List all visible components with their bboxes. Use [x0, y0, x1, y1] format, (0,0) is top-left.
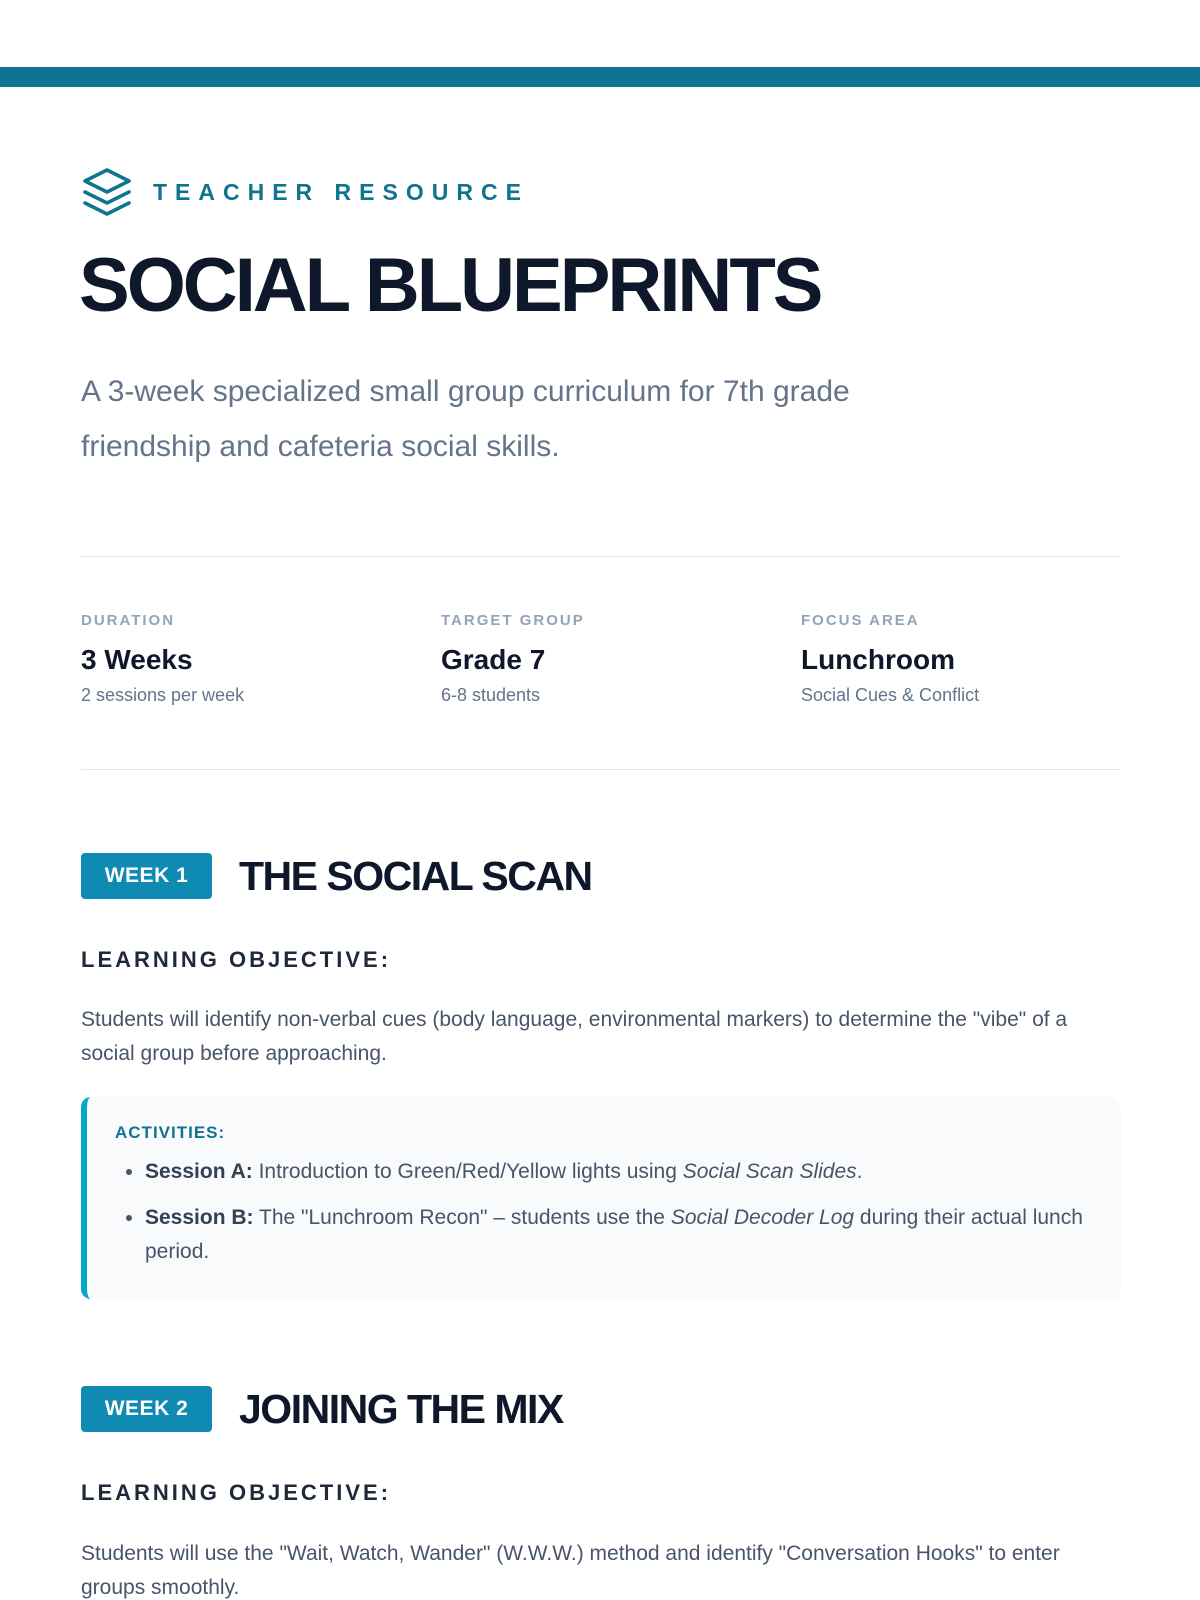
- week-2-header: [81, 1385, 563, 1433]
- stat-note: 6-8 students: [441, 685, 541, 705]
- objective-label: LEARNING OBJECTIVE:: [81, 1480, 392, 1505]
- stat-target-group: [441, 611, 761, 707]
- stat-label: FOCUS AREA: [801, 612, 920, 629]
- session-text: The "Lunchroom Recon" – students use the: [253, 1206, 671, 1229]
- session-text: during their actual lunch period.: [145, 1206, 1083, 1263]
- stat-duration: [81, 611, 401, 707]
- stat-note: Social Cues & Conflict: [801, 685, 980, 705]
- week-title: JOINING THE MIX: [239, 1385, 563, 1432]
- stat-value: Grade 7: [441, 644, 546, 675]
- week-title: THE SOCIAL SCAN: [239, 852, 592, 899]
- list-item: [145, 1155, 1087, 1189]
- stat-focus-area: [801, 611, 1121, 707]
- stat-label: DURATION: [81, 612, 176, 629]
- activities-box: [81, 1097, 1121, 1299]
- activities-heading: ACTIVITIES:: [115, 1123, 226, 1142]
- layers-icon: [81, 166, 133, 218]
- stat-note: 2 sessions per week: [81, 685, 245, 705]
- resource-name: Social Decoder Log: [670, 1206, 855, 1229]
- objective-text: Students will use the "Wait, Watch, Wander" (W.W.W.) method and identify "Conversation Hooks" to enter groups smoothly.: [81, 1542, 1060, 1599]
- list-item: [145, 1201, 1087, 1269]
- stat-value: 3 Weeks: [81, 644, 193, 675]
- week-badge: WEEK 2: [81, 1386, 212, 1432]
- eyebrow-label: TEACHER RESOURCE: [153, 178, 529, 205]
- session-label: Session A:: [145, 1160, 253, 1183]
- session-text: .: [856, 1160, 863, 1183]
- session-text: Introduction to Green/Red/Yellow lights using: [252, 1160, 683, 1183]
- divider: [81, 556, 1121, 557]
- stat-label: TARGET GROUP: [441, 612, 585, 629]
- top-accent-bar: [0, 67, 1200, 87]
- week-badge: WEEK 1: [81, 853, 212, 899]
- week-1-header: [81, 852, 592, 900]
- eyebrow: [81, 166, 529, 218]
- stat-value: Lunchroom: [801, 644, 955, 675]
- objective-text: Students will identify non-verbal cues (body language, environmental markers) to determine the "vibe" of a social group before approaching.: [81, 1008, 1068, 1065]
- objective-label: LEARNING OBJECTIVE:: [81, 947, 392, 972]
- resource-name: Social Scan Slides: [682, 1160, 857, 1183]
- divider: [81, 769, 1121, 770]
- page-title: SOCIAL BLUEPRINTS: [79, 243, 821, 328]
- activities-list: [115, 1155, 1087, 1269]
- session-label: Session B:: [145, 1206, 254, 1229]
- page-subtitle: A 3-week specialized small group curriculum for 7th grade friendship and cafeteria social skills.: [81, 375, 850, 463]
